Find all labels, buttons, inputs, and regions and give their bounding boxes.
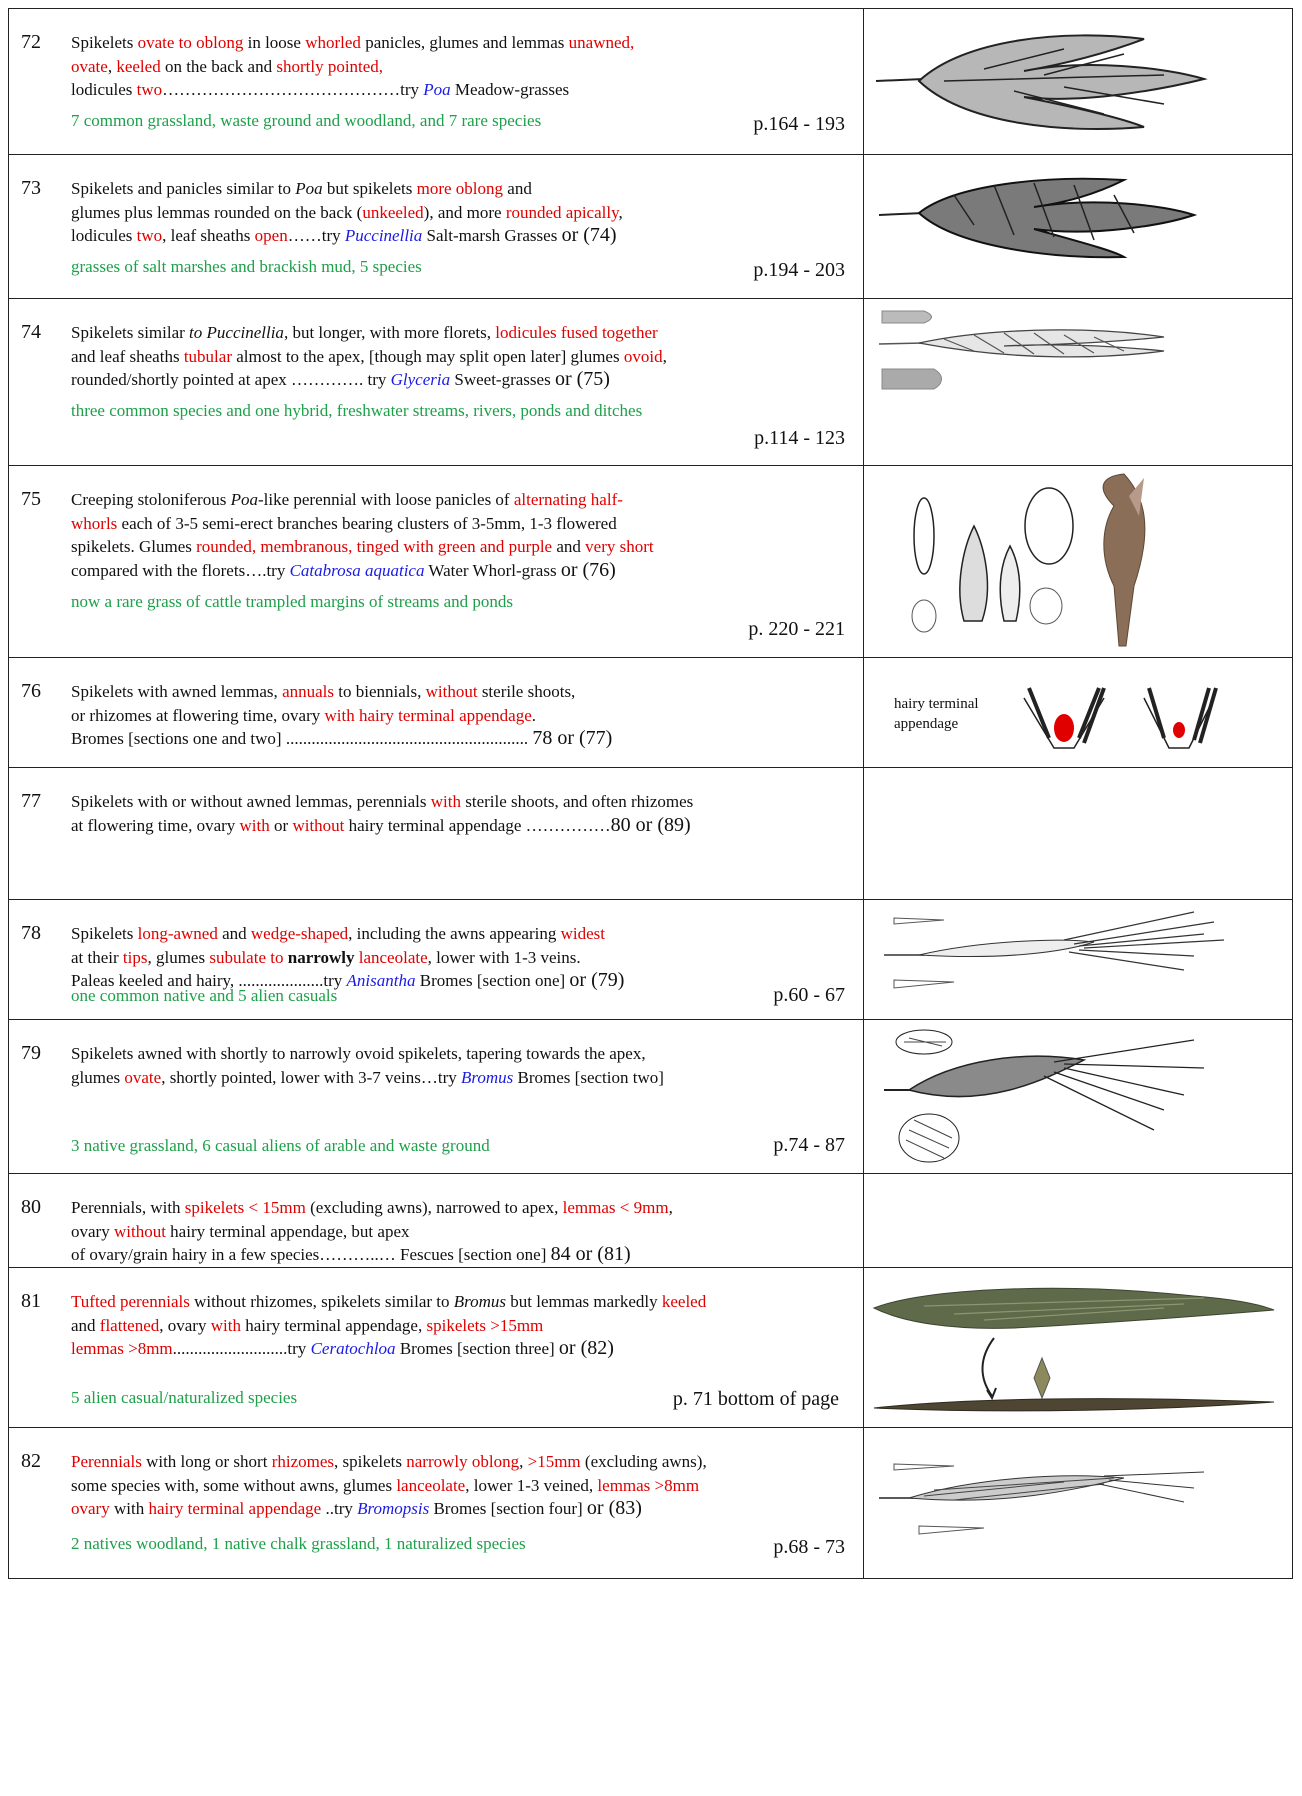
next-couplet-link[interactable]: or (75)	[554, 368, 610, 390]
empty-illustration-cell	[864, 768, 1292, 899]
anisantha-spikelet-illustration	[864, 900, 1292, 1019]
entry-80	[9, 1174, 1292, 1268]
genus-link-anisantha[interactable]: Anisantha	[346, 971, 416, 990]
entry-number: 72	[21, 31, 41, 53]
habitat-note: now a rare grass of cattle trampled margins of streams and ponds	[71, 592, 514, 611]
page-reference: p.164 - 193	[753, 113, 845, 135]
entry-description: Perennials with long or short rhizomes, spikelets narrowly oblong, >15mm (excluding awns), some species with, some without awns, glumes lanceolate, lower 1-3 veined, lemmas >8mm ovary with hairy terminal appendage ..try Bromopsis Bromes [section four] or (83)	[71, 1452, 707, 1519]
entry-number: 73	[21, 177, 41, 199]
entry-text-cell	[9, 900, 864, 1019]
bromopsis-spikelet-illustration	[864, 1428, 1292, 1578]
habitat-note: 7 common grassland, waste ground and woodland, and 7 rare species	[71, 111, 542, 130]
entry-number: 78	[21, 922, 41, 944]
genus-link-bromopsis[interactable]: Bromopsis	[357, 1499, 430, 1518]
entry-description: Spikelets similar to Puccinellia, but longer, with more florets, lodicules fused together and leaf sheaths tubular almost to the apex, [though may split open later] glumes ovoid, rounded/shortly pointed at apex …………. try Glyceria Sweet-grasses or (75)	[71, 323, 667, 390]
entry-text-cell	[9, 1428, 864, 1578]
poa-spikelet-illustration	[864, 9, 1292, 154]
entry-description: Spikelets with awned lemmas, annuals to biennials, without sterile shoots, or rhizomes at flowering time, ovary with hairy terminal appendage. Bromes [sections one and two] ......................................................... 78 or (77)	[71, 682, 613, 749]
bromus-spikelet-illustration	[864, 1020, 1292, 1173]
habitat-note: grasses of salt marshes and brackish mud, 5 species	[71, 257, 422, 276]
entry-number: 75	[21, 488, 41, 510]
entry-number: 80	[21, 1196, 41, 1218]
entry-text-cell	[9, 1268, 864, 1427]
entry-76	[9, 658, 1292, 768]
page-reference: p.60 - 67	[773, 984, 845, 1006]
empty-illustration-cell	[864, 1174, 1292, 1267]
genus-link-glyceria[interactable]: Glyceria	[390, 370, 451, 389]
appendage-label: hairy terminal appendage	[894, 696, 979, 732]
entry-number: 74	[21, 321, 41, 343]
page-reference: p. 220 - 221	[748, 618, 845, 640]
next-couplet-link[interactable]: or (76)	[560, 558, 616, 581]
habitat-note: 5 alien casual/naturalized species	[71, 1388, 298, 1407]
entry-78	[9, 900, 1292, 1020]
page-reference: p.114 - 123	[754, 427, 845, 449]
entry-text-cell	[9, 155, 864, 298]
entry-number: 76	[21, 680, 41, 702]
puccinellia-spikelet-illustration	[864, 155, 1292, 298]
habitat-note: one common native and 5 alien casuals	[71, 986, 338, 1005]
key-table	[8, 8, 1293, 1579]
entry-73	[9, 155, 1292, 299]
entry-number: 82	[21, 1450, 41, 1472]
next-couplet-link[interactable]: or (74)	[561, 224, 617, 246]
ceratochloa-spikelet-illustration	[864, 1268, 1292, 1427]
entry-text-cell	[9, 1174, 864, 1267]
genus-link-ceratochloa[interactable]: Ceratochloa	[310, 1339, 396, 1358]
entry-number: 79	[21, 1042, 41, 1064]
entry-77	[9, 768, 1292, 900]
entry-75	[9, 466, 1292, 658]
entry-text-cell	[9, 658, 864, 767]
genus-link-puccinellia[interactable]: Puccinellia	[344, 226, 423, 245]
habitat-note: 3 native grassland, 6 casual aliens of arable and waste ground	[71, 1136, 490, 1155]
entry-text-cell	[9, 9, 864, 154]
page-reference: p.68 - 73	[773, 1536, 845, 1558]
entry-number: 81	[21, 1290, 41, 1312]
entry-text-cell	[9, 768, 864, 899]
next-couplet-link[interactable]: 84 or (81)	[550, 1243, 631, 1265]
entry-82	[9, 1428, 1292, 1578]
next-couplet-link[interactable]: 80 or (89)	[610, 813, 691, 836]
page-reference: p. 71 bottom of page	[672, 1388, 839, 1410]
entry-text-cell	[9, 1020, 864, 1173]
entry-description: Spikelets with or without awned lemmas, perennials with sterile shoots, and often rhizomes at flowering time, ovary with or without hairy terminal appendage ……………80 or (89)	[71, 792, 694, 836]
next-couplet-link[interactable]: 78 or (77)	[532, 727, 613, 749]
next-couplet-link[interactable]: or (79)	[569, 969, 625, 991]
page-reference: p.74 - 87	[773, 1134, 845, 1156]
entry-text-cell	[9, 299, 864, 465]
entry-description: Perennials, with spikelets < 15mm (excluding awns), narrowed to apex, lemmas < 9mm, ovary without hairy terminal appendage, but apex of ovary/grain hairy in a few species………..… Fescues [section one] 84 or (81)	[71, 1198, 673, 1265]
page-reference: p.194 - 203	[753, 259, 845, 281]
next-couplet-link[interactable]: or (82)	[558, 1337, 614, 1359]
entry-description: Spikelets ovate to oblong in loose whorled panicles, glumes and lemmas unawned, ovate, keeled on the back and shortly pointed, lodicules two……………………………………try Poa Meadow-grasses	[71, 33, 635, 99]
entry-text-cell	[9, 466, 864, 657]
next-couplet-link[interactable]: or (83)	[586, 1497, 642, 1519]
entry-74	[9, 299, 1292, 466]
glyceria-spikelet-illustration	[864, 299, 1292, 465]
entry-number: 77	[21, 790, 41, 812]
habitat-note: 2 natives woodland, 1 native chalk grassland, 1 naturalized species	[71, 1534, 526, 1553]
genus-link-bromus[interactable]: Bromus	[461, 1067, 514, 1087]
entry-description: Spikelets awned with shortly to narrowly ovoid spikelets, tapering towards the apex, glumes ovate, shortly pointed, lower with 3-7 veins…try Bromus Bromes [section two]	[71, 1044, 664, 1087]
entry-79	[9, 1020, 1292, 1174]
entry-description: Spikelets long-awned and wedge-shaped, including the awns appearing widest at their tips, glumes subulate to narrowly lanceolate, lower with 1-3 veins. Paleas keeled and hairy, ....................try Anisantha Bromes [section one] or (79)	[71, 924, 625, 991]
entry-description: Spikelets and panicles similar to Poa but spikelets more oblong and glumes plus lemmas rounded on the back (unkeeled), and more rounded apically, lodicules two, leaf sheaths open……try Puccinellia Salt-marsh Grasses or (74)	[71, 179, 623, 246]
catabrosa-floret-illustration	[864, 466, 1292, 657]
ovary-appendage-illustration	[864, 658, 1292, 767]
entry-81	[9, 1268, 1292, 1428]
habitat-note: three common species and one hybrid, freshwater streams, rivers, ponds and ditches	[71, 401, 643, 420]
genus-link-poa[interactable]: Poa	[423, 80, 451, 99]
entry-72	[9, 9, 1292, 155]
genus-link-catabrosa[interactable]: Catabrosa aquatica	[289, 560, 425, 580]
entry-description: Tufted perennials without rhizomes, spikelets similar to Bromus but lemmas markedly keeled and flattened, ovary with hairy terminal appendage, spikelets >15mm lemmas >8mm...........................try Ceratochloa Bromes [section three] or (82)	[71, 1292, 707, 1359]
entry-description: Creeping stoloniferous Poa-like perennial with loose panicles of alternating half- whorls each of 3-5 semi-erect branches bearing clusters of 3-5mm, 1-3 flowered spikelets. Glumes rounded, membranous, tinged with green and purple and very short compared with the florets….try Catabrosa aquatica Water Whorl-grass or (76)	[71, 490, 654, 581]
